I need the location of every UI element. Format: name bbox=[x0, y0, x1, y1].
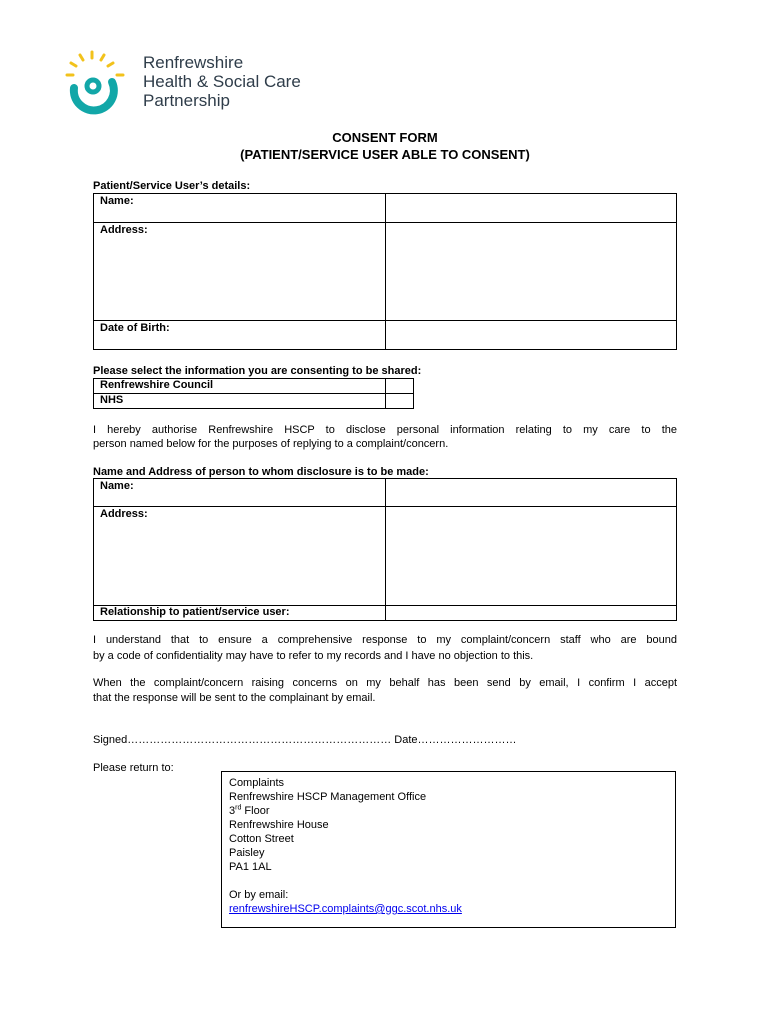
option-nhs-checkbox[interactable] bbox=[386, 394, 414, 409]
email-label: Or by email: bbox=[229, 889, 289, 901]
authorise-text-line-2: person named below for the purposes of replying to a complaint/concern. bbox=[93, 438, 449, 450]
authorise-text-line-1: I hereby authorise Renfrewshire HSCP to disclose personal information relating to my care to the bbox=[93, 424, 677, 436]
disclosure-name-field[interactable] bbox=[386, 479, 677, 507]
logo-line-3: Partnership bbox=[143, 91, 230, 110]
patient-name-field[interactable] bbox=[386, 194, 677, 223]
email-text-line-1: When the complaint/concern raising concerns on my behalf has been send by email, I confirm I accept bbox=[93, 677, 677, 689]
patient-dob-label: Date of Birth: bbox=[94, 321, 386, 350]
patient-name-label: Name: bbox=[94, 194, 386, 223]
disclosure-name-label: Name: bbox=[94, 479, 386, 507]
address-line-1: Complaints bbox=[229, 777, 285, 789]
patient-address-label: Address: bbox=[94, 223, 386, 321]
address-line-3 bbox=[229, 804, 668, 818]
option-renfrewshire-council: Renfrewshire Council bbox=[94, 379, 386, 394]
sun-ring-icon bbox=[67, 52, 123, 110]
relationship-label: Relationship to patient/service user: bbox=[94, 606, 386, 621]
logo-line-1: Renfrewshire bbox=[143, 53, 244, 72]
floor-suffix: rd bbox=[235, 804, 242, 812]
email-text-line-2: that the response will be sent to the complainant by email. bbox=[93, 692, 376, 704]
complaints-email-link[interactable]: renfrewshireHSCP.complaints@ggc.scot.nhs.uk bbox=[229, 903, 462, 915]
address-line-2: Renfrewshire HSCP Management Office bbox=[229, 791, 427, 803]
floor-number: 3 bbox=[229, 805, 236, 817]
floor-word: Floor bbox=[241, 805, 270, 817]
option-nhs: NHS bbox=[94, 394, 386, 409]
patient-details-table bbox=[93, 193, 677, 350]
patient-address-field[interactable] bbox=[386, 223, 677, 321]
select-info-table bbox=[93, 378, 414, 409]
relationship-field[interactable] bbox=[386, 606, 677, 621]
logo-wordmark bbox=[143, 53, 301, 110]
signed-date-line: Signed……………………………………………………………… Date……………………… bbox=[93, 734, 517, 746]
form-subtitle: (PATIENT/SERVICE USER ABLE TO CONSENT) bbox=[240, 147, 530, 162]
option-renfrewshire-council-checkbox[interactable] bbox=[386, 379, 414, 394]
patient-details-heading: Patient/Service User’s details: bbox=[93, 180, 251, 192]
form-title: CONSENT FORM bbox=[332, 130, 438, 145]
logo-line-2: Health & Social Care bbox=[143, 72, 301, 91]
disclosure-table bbox=[93, 478, 677, 621]
address-line-5: Cotton Street bbox=[229, 833, 294, 845]
return-label: Please return to: bbox=[93, 762, 174, 774]
address-line-4: Renfrewshire House bbox=[229, 819, 329, 831]
disclosure-heading: Name and Address of person to whom disclosure is to be made: bbox=[93, 466, 429, 478]
address-line-7: PA1 1AL bbox=[229, 861, 272, 873]
select-info-heading: Please select the information you are consenting to be shared: bbox=[93, 365, 422, 377]
return-address-box bbox=[221, 771, 676, 928]
understand-text-line-2: by a code of confidentiality may have to refer to my records and I have no objection to this. bbox=[93, 650, 534, 662]
disclosure-address-label: Address: bbox=[94, 507, 386, 606]
disclosure-address-field[interactable] bbox=[386, 507, 677, 606]
patient-dob-field[interactable] bbox=[386, 321, 677, 350]
understand-text-line-1: I understand that to ensure a comprehensive response to my complaint/concern staff who are bound bbox=[93, 634, 677, 646]
address-line-6: Paisley bbox=[229, 847, 265, 859]
